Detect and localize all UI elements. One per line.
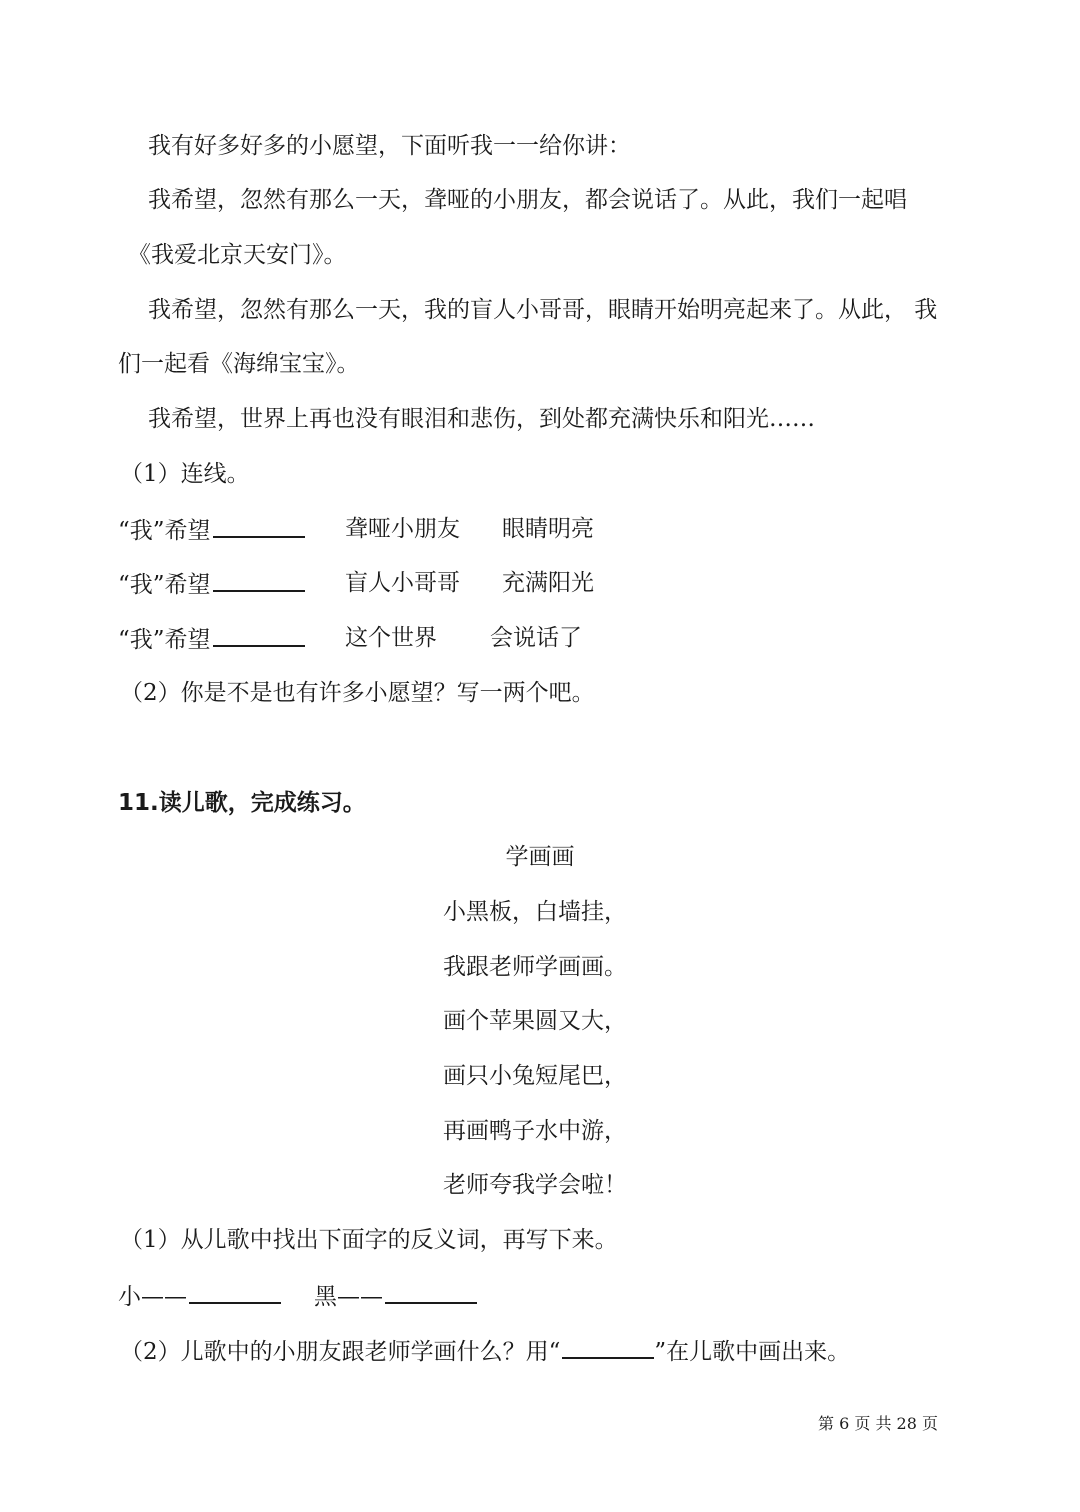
poem-line: 我跟老师学画画。 — [443, 954, 627, 980]
passage-wish-2: 我希望，忽然有那么一天，我的盲人小哥哥，眼睛开始明亮起来了。从此， 我 — [148, 297, 938, 323]
antonym-label: 小—— — [118, 1284, 187, 1310]
answer-blank[interactable] — [213, 623, 305, 647]
match-right: 充满阳光 — [502, 570, 594, 596]
poem-title: 学画画 — [505, 844, 575, 870]
passage-wish-1: 我希望，忽然有那么一天，聋哑的小朋友，都会说话了。从此，我们一起唱 — [148, 187, 907, 213]
passage-wish-2-cont: 们一起看《海绵宝宝》。 — [118, 351, 360, 377]
page-number: 第 6 页 共 28 页 — [818, 1414, 938, 1433]
antonym-label: 黑—— — [314, 1284, 383, 1310]
passage-wish-1-cont: 《我爱北京天安门》。 — [128, 242, 347, 268]
antonym-row — [118, 1280, 281, 1312]
row-label: “我”希望 — [118, 572, 211, 598]
poem-line: 小黑板，白墙挂， — [443, 899, 627, 925]
answer-blank[interactable] — [385, 1280, 477, 1304]
answer-blank[interactable] — [213, 514, 305, 538]
passage-intro: 我有好多好多的小愿望，下面听我一一给你讲： — [148, 133, 631, 159]
poem-line: 再画鸭子水中游， — [443, 1118, 627, 1144]
poem-line: 画个苹果圆又大， — [443, 1008, 627, 1034]
answer-blank[interactable] — [189, 1280, 281, 1304]
answer-blank[interactable] — [213, 568, 305, 592]
match-middle: 这个世界 — [345, 625, 437, 651]
q10-part2: （2）你是不是也有许多小愿望？写一两个吧。 — [120, 680, 595, 706]
match-right: 会说话了 — [490, 625, 582, 651]
poem-line: 画只小兔短尾巴， — [443, 1063, 627, 1089]
passage-wish-3: 我希望，世界上再也没有眼泪和悲伤，到处都充满快乐和阳光…… — [148, 406, 815, 432]
match-middle: 聋哑小朋友 — [345, 516, 460, 542]
match-middle: 盲人小哥哥 — [345, 570, 460, 596]
row-label: “我”希望 — [118, 518, 211, 544]
answer-blank[interactable] — [562, 1335, 654, 1359]
row-label: “我”希望 — [118, 627, 211, 653]
q11-heading: 11.读儿歌，完成练习。 — [118, 790, 366, 816]
q11-part1: （1）从儿歌中找出下面字的反义词，再写下来。 — [120, 1227, 618, 1253]
q11-part2-after: ”在儿歌中画出来。 — [654, 1339, 851, 1365]
antonym-row — [314, 1280, 477, 1312]
poem-line: 老师夸我学会啦！ — [443, 1172, 627, 1198]
q11-part2-before: （2）儿歌中的小朋友跟老师学画什么？用“ — [120, 1339, 561, 1365]
q10-part1: （1）连线。 — [120, 461, 250, 487]
q11-part2 — [120, 1335, 850, 1367]
match-right: 眼睛明亮 — [502, 516, 594, 542]
